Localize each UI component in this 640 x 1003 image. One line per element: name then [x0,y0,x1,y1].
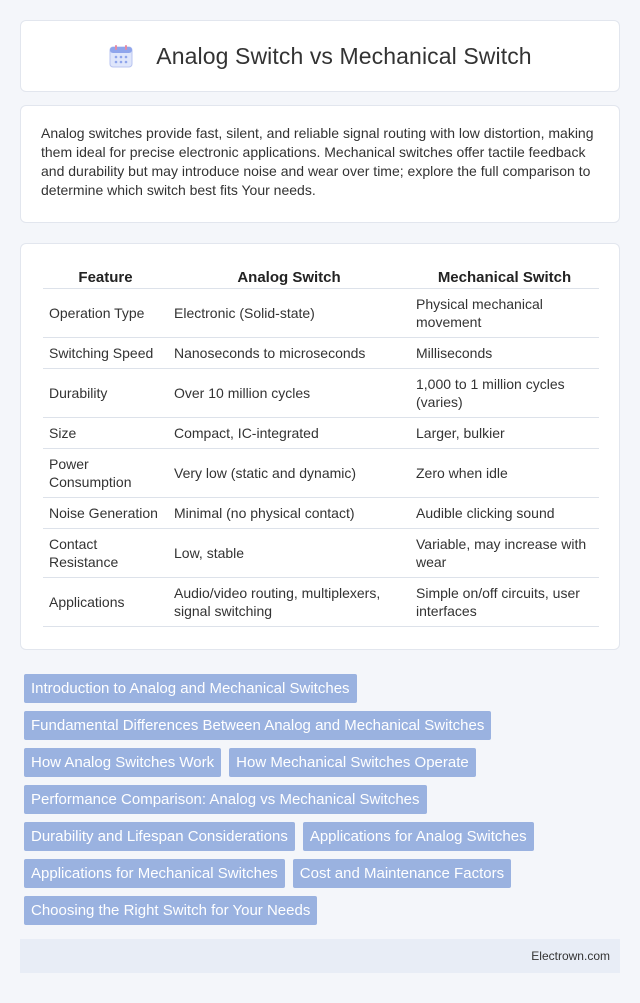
link-how-analog-switches-work[interactable]: How Analog Switches Work [24,748,221,777]
footer [20,939,620,973]
header-feature: Feature [43,266,168,289]
intro-card [20,105,620,223]
table-cell: Milliseconds [410,338,599,369]
table-cell: Operation Type [43,289,168,338]
table-cell: Switching Speed [43,338,168,369]
link-choosing-right-switch[interactable]: Choosing the Right Switch for Your Needs [24,896,317,925]
table-row [43,529,599,578]
table-cell: Audio/video routing, multiplexers, signal switching [168,578,410,627]
link-applications-analog[interactable]: Applications for Analog Switches [303,822,534,851]
table-row [43,449,599,498]
table-cell: Low, stable [168,529,410,578]
link-applications-mechanical[interactable]: Applications for Mechanical Switches [24,859,285,888]
table-cell: Size [43,418,168,449]
table-cell: Over 10 million cycles [168,369,410,418]
table-cell: Audible clicking sound [410,498,599,529]
table-cell: Noise Generation [43,498,168,529]
table-row [43,369,599,418]
table-cell: Nanoseconds to microseconds [168,338,410,369]
table-row [43,498,599,529]
table-cell: 1,000 to 1 million cycles (varies) [410,369,599,418]
table-row [43,338,599,369]
link-introduction[interactable]: Introduction to Analog and Mechanical Switches [24,674,357,703]
table-cell: Zero when idle [410,449,599,498]
table-cell: Variable, may increase with wear [410,529,599,578]
table-cell: Electronic (Solid-state) [168,289,410,338]
table-cell: Durability [43,369,168,418]
link-durability-lifespan[interactable]: Durability and Lifespan Considerations [24,822,295,851]
comparison-table [43,266,599,627]
link-fundamental-differences[interactable]: Fundamental Differences Between Analog and Mechanical Switches [24,711,491,740]
intro-text: Analog switches provide fast, silent, and reliable signal routing with low distortion, making them ideal for precise electronic applications. Mechanical switches offer tactile feedback and durability but may introduce noise and wear over time; explore the full comparison to determine which switch best fits Your needs. [41,125,594,198]
title-card [20,20,620,92]
table-cell: Larger, bulkier [410,418,599,449]
link-how-mechanical-switches-operate[interactable]: How Mechanical Switches Operate [229,748,476,777]
footer-site-name: Electrown.com [531,949,610,963]
table-row [43,289,599,338]
table-cell: Very low (static and dynamic) [168,449,410,498]
table-cell: Simple on/off circuits, user interfaces [410,578,599,627]
table-row [43,418,599,449]
link-performance-comparison[interactable]: Performance Comparison: Analog vs Mechanical Switches [24,785,427,814]
link-cost-maintenance[interactable]: Cost and Maintenance Factors [293,859,511,888]
table-cell: Power Consumption [43,449,168,498]
table-cell: Minimal (no physical contact) [168,498,410,529]
header-analog: Analog Switch [168,266,410,289]
table-cell: Compact, IC-integrated [168,418,410,449]
comparison-table-card [20,243,620,650]
table-cell: Applications [43,578,168,627]
header-mechanical: Mechanical Switch [410,266,599,289]
table-row [43,578,599,627]
page-title: Analog Switch vs Mechanical Switch [156,42,532,69]
table-cell: Physical mechanical movement [410,289,599,338]
calendar-icon [108,43,134,69]
table-cell: Contact Resistance [43,529,168,578]
table-header-row [43,266,599,289]
topic-links [24,674,624,925]
